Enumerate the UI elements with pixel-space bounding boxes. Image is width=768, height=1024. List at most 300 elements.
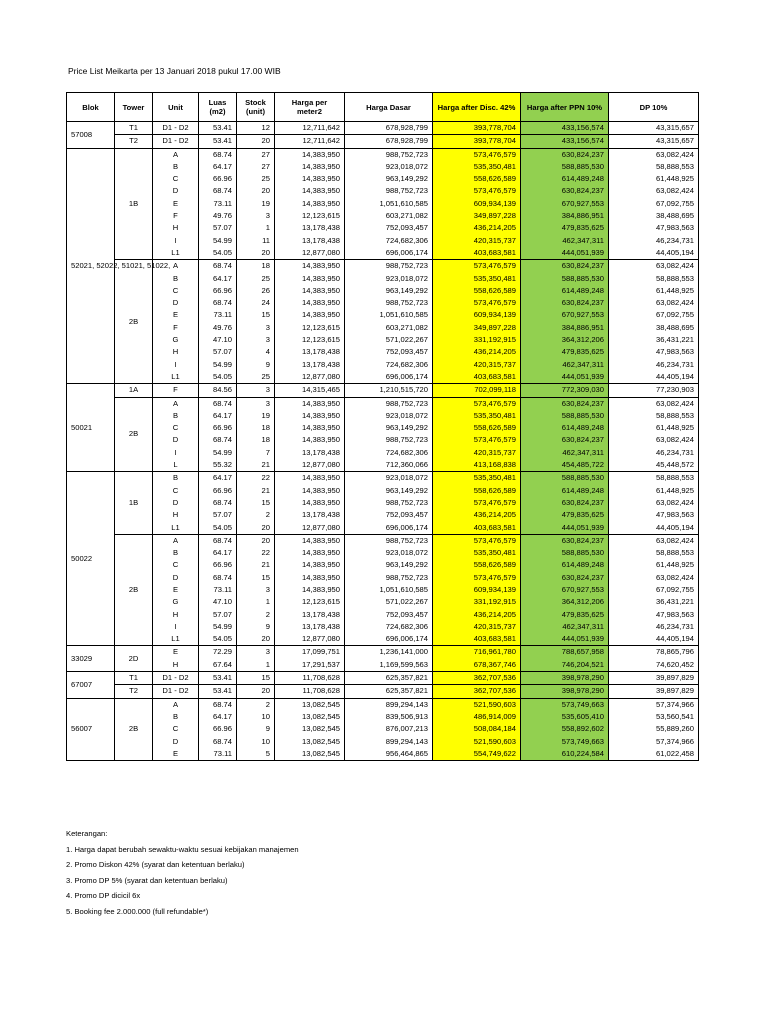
cell-harga-after-disc: 436,214,205 <box>433 346 521 358</box>
cell-unit: D <box>153 497 199 509</box>
cell-dp: 63,082,424 <box>609 148 699 161</box>
cell-unit: D <box>153 185 199 197</box>
cell-dp: 43,315,657 <box>609 122 699 135</box>
cell-unit: B <box>153 273 199 285</box>
cell-harga-after-ppn: 444,051,939 <box>521 633 609 646</box>
header-blok: Blok <box>67 93 115 122</box>
cell-luas: 66.96 <box>199 485 237 497</box>
cell-harga-per-meter: 13,082,545 <box>275 723 345 735</box>
cell-unit: D1 - D2 <box>153 672 199 685</box>
header-harga-dasar: Harga Dasar <box>345 93 433 122</box>
notes-heading: Keterangan: <box>66 829 108 838</box>
cell-harga-after-disc: 393,778,704 <box>433 135 521 148</box>
cell-harga-dasar: 923,018,072 <box>345 161 433 173</box>
cell-harga-per-meter: 13,178,438 <box>275 609 345 621</box>
table-row <box>67 235 699 247</box>
cell-harga-after-disc: 349,897,228 <box>433 210 521 222</box>
cell-harga-after-disc: 331,192,915 <box>433 334 521 346</box>
table-row <box>67 285 699 297</box>
cell-dp: 77,230,903 <box>609 384 699 397</box>
cell-stock: 2 <box>237 698 275 711</box>
cell-harga-per-meter: 12,877,080 <box>275 459 345 472</box>
cell-dp: 78,865,796 <box>609 646 699 659</box>
cell-blok: 33029 <box>67 646 115 672</box>
table-row <box>67 273 699 285</box>
cell-harga-per-meter: 14,383,950 <box>275 485 345 497</box>
cell-stock: 1 <box>237 222 275 234</box>
cell-dp: 61,448,925 <box>609 559 699 571</box>
cell-luas: 68.74 <box>199 698 237 711</box>
cell-stock: 3 <box>237 584 275 596</box>
cell-harga-per-meter: 14,383,950 <box>275 559 345 571</box>
cell-harga-after-ppn: 588,885,530 <box>521 472 609 485</box>
cell-luas: 54.99 <box>199 359 237 371</box>
cell-harga-after-ppn: 746,204,521 <box>521 659 609 672</box>
cell-stock: 24 <box>237 297 275 309</box>
cell-dp: 45,448,572 <box>609 459 699 472</box>
table-row <box>67 596 699 608</box>
header-harga-after-ppn: Harga after PPN 10% <box>521 93 609 122</box>
cell-harga-after-ppn: 433,156,574 <box>521 135 609 148</box>
cell-stock: 20 <box>237 534 275 547</box>
cell-harga-after-disc: 393,778,704 <box>433 122 521 135</box>
cell-dp: 61,448,925 <box>609 285 699 297</box>
table-row <box>67 711 699 723</box>
cell-luas: 68.74 <box>199 397 237 410</box>
cell-harga-per-meter: 14,383,950 <box>275 260 345 273</box>
cell-tower: T1 <box>115 122 153 135</box>
cell-harga-per-meter: 17,099,751 <box>275 646 345 659</box>
cell-dp: 47,983,563 <box>609 609 699 621</box>
cell-dp: 58,888,553 <box>609 273 699 285</box>
cell-dp: 63,082,424 <box>609 572 699 584</box>
cell-harga-after-ppn: 630,824,237 <box>521 397 609 410</box>
cell-unit: B <box>153 472 199 485</box>
cell-tower: 2B <box>115 698 153 760</box>
cell-harga-after-disc: 573,476,579 <box>433 572 521 584</box>
cell-harga-per-meter: 13,178,438 <box>275 222 345 234</box>
cell-unit: F <box>153 322 199 334</box>
cell-dp: 44,405,194 <box>609 522 699 535</box>
cell-harga-after-ppn: 462,347,311 <box>521 621 609 633</box>
cell-luas: 54.99 <box>199 447 237 459</box>
cell-harga-per-meter: 14,383,950 <box>275 472 345 485</box>
table-row <box>67 334 699 346</box>
cell-harga-after-disc: 436,214,205 <box>433 509 521 521</box>
cell-unit: H <box>153 659 199 672</box>
table-row <box>67 609 699 621</box>
table-row <box>67 485 699 497</box>
cell-harga-after-disc: 535,350,481 <box>433 410 521 422</box>
cell-harga-per-meter: 14,383,950 <box>275 148 345 161</box>
cell-unit: B <box>153 410 199 422</box>
cell-harga-after-disc: 535,350,481 <box>433 273 521 285</box>
cell-unit: F <box>153 384 199 397</box>
cell-dp: 36,431,221 <box>609 596 699 608</box>
cell-stock: 9 <box>237 621 275 633</box>
cell-harga-per-meter: 14,383,950 <box>275 161 345 173</box>
page-title: Price List Meikarta per 13 Januari 2018 pukul 17.00 WIB <box>68 66 281 76</box>
table-row <box>67 534 699 547</box>
cell-unit: E <box>153 646 199 659</box>
table-row <box>67 723 699 735</box>
cell-dp: 67,092,755 <box>609 309 699 321</box>
cell-luas: 68.74 <box>199 534 237 547</box>
cell-luas: 66.96 <box>199 723 237 735</box>
cell-harga-dasar: 963,149,292 <box>345 422 433 434</box>
cell-harga-dasar: 696,006,174 <box>345 371 433 384</box>
cell-harga-dasar: 678,928,799 <box>345 135 433 148</box>
cell-luas: 54.99 <box>199 621 237 633</box>
cell-harga-dasar: 923,018,072 <box>345 472 433 485</box>
cell-tower: 1B <box>115 148 153 260</box>
cell-harga-dasar: 724,682,306 <box>345 359 433 371</box>
cell-harga-dasar: 696,006,174 <box>345 247 433 260</box>
table-row <box>67 559 699 571</box>
cell-harga-after-disc: 554,749,622 <box>433 748 521 761</box>
cell-harga-per-meter: 12,877,080 <box>275 522 345 535</box>
cell-harga-after-ppn: 630,824,237 <box>521 434 609 446</box>
cell-harga-dasar: 603,271,082 <box>345 322 433 334</box>
cell-harga-dasar: 571,022,267 <box>345 596 433 608</box>
cell-harga-dasar: 1,169,599,563 <box>345 659 433 672</box>
table-row <box>67 646 699 659</box>
cell-harga-per-meter: 14,383,950 <box>275 434 345 446</box>
cell-harga-after-disc: 535,350,481 <box>433 472 521 485</box>
cell-unit: D <box>153 297 199 309</box>
cell-harga-per-meter: 12,711,642 <box>275 122 345 135</box>
cell-unit: A <box>153 534 199 547</box>
cell-harga-after-disc: 436,214,205 <box>433 222 521 234</box>
cell-harga-per-meter: 14,383,950 <box>275 173 345 185</box>
cell-harga-after-ppn: 433,156,574 <box>521 122 609 135</box>
table-row <box>67 422 699 434</box>
cell-dp: 61,448,925 <box>609 422 699 434</box>
cell-harga-per-meter: 14,383,950 <box>275 397 345 410</box>
cell-stock: 1 <box>237 596 275 608</box>
cell-harga-per-meter: 14,383,950 <box>275 497 345 509</box>
table-row <box>67 185 699 197</box>
cell-harga-after-disc: 403,683,581 <box>433 371 521 384</box>
cell-dp: 58,888,553 <box>609 547 699 559</box>
cell-harga-dasar: 923,018,072 <box>345 547 433 559</box>
cell-harga-per-meter: 12,877,080 <box>275 371 345 384</box>
cell-dp: 43,315,657 <box>609 135 699 148</box>
cell-stock: 2 <box>237 509 275 521</box>
cell-harga-per-meter: 13,178,438 <box>275 509 345 521</box>
cell-harga-dasar: 571,022,267 <box>345 334 433 346</box>
cell-luas: 68.74 <box>199 434 237 446</box>
table-row <box>67 161 699 173</box>
cell-luas: 64.17 <box>199 547 237 559</box>
cell-stock: 22 <box>237 472 275 485</box>
cell-luas: 49.76 <box>199 210 237 222</box>
cell-stock: 20 <box>237 135 275 148</box>
cell-harga-after-disc: 349,897,228 <box>433 322 521 334</box>
cell-harga-dasar: 923,018,072 <box>345 410 433 422</box>
cell-harga-per-meter: 12,123,615 <box>275 210 345 222</box>
cell-harga-per-meter: 14,383,950 <box>275 572 345 584</box>
cell-stock: 20 <box>237 633 275 646</box>
cell-dp: 38,488,695 <box>609 210 699 222</box>
table-row <box>67 447 699 459</box>
cell-dp: 63,082,424 <box>609 185 699 197</box>
cell-harga-per-meter: 14,383,950 <box>275 584 345 596</box>
cell-harga-after-disc: 362,707,536 <box>433 685 521 698</box>
cell-harga-after-disc: 609,934,139 <box>433 584 521 596</box>
cell-stock: 18 <box>237 260 275 273</box>
cell-harga-dasar: 752,093,457 <box>345 222 433 234</box>
cell-harga-after-ppn: 558,892,602 <box>521 723 609 735</box>
cell-harga-after-disc: 573,476,579 <box>433 260 521 273</box>
cell-harga-after-disc: 558,626,589 <box>433 559 521 571</box>
cell-stock: 10 <box>237 711 275 723</box>
cell-harga-after-disc: 403,683,581 <box>433 633 521 646</box>
cell-luas: 53.41 <box>199 122 237 135</box>
header-stock: Stock (unit) <box>237 93 275 122</box>
cell-unit: H <box>153 346 199 358</box>
cell-luas: 53.41 <box>199 672 237 685</box>
table-row <box>67 633 699 646</box>
cell-luas: 54.05 <box>199 633 237 646</box>
cell-harga-after-ppn: 614,489,248 <box>521 559 609 571</box>
table-row <box>67 135 699 148</box>
cell-stock: 18 <box>237 422 275 434</box>
cell-harga-per-meter: 13,178,438 <box>275 235 345 247</box>
cell-luas: 64.17 <box>199 410 237 422</box>
cell-luas: 73.11 <box>199 309 237 321</box>
cell-unit: E <box>153 584 199 596</box>
cell-harga-per-meter: 14,383,950 <box>275 198 345 210</box>
cell-luas: 73.11 <box>199 584 237 596</box>
table-row <box>67 309 699 321</box>
cell-unit: A <box>153 260 199 273</box>
cell-unit: L1 <box>153 633 199 646</box>
table-row <box>67 384 699 397</box>
cell-stock: 25 <box>237 273 275 285</box>
cell-unit: L1 <box>153 371 199 384</box>
cell-unit: L <box>153 459 199 472</box>
cell-dp: 39,897,829 <box>609 685 699 698</box>
cell-harga-after-disc: 420,315,737 <box>433 447 521 459</box>
cell-harga-per-meter: 14,383,950 <box>275 185 345 197</box>
cell-harga-after-ppn: 398,978,290 <box>521 685 609 698</box>
cell-harga-dasar: 988,752,723 <box>345 572 433 584</box>
cell-stock: 3 <box>237 322 275 334</box>
cell-harga-after-ppn: 479,835,625 <box>521 609 609 621</box>
cell-luas: 73.11 <box>199 198 237 210</box>
cell-dp: 63,082,424 <box>609 397 699 410</box>
cell-luas: 66.96 <box>199 173 237 185</box>
cell-harga-after-ppn: 364,312,206 <box>521 596 609 608</box>
cell-harga-after-disc: 609,934,139 <box>433 198 521 210</box>
cell-blok: 50021 <box>67 384 115 472</box>
cell-dp: 67,092,755 <box>609 584 699 596</box>
table-row <box>67 297 699 309</box>
cell-stock: 9 <box>237 359 275 371</box>
cell-dp: 46,234,731 <box>609 447 699 459</box>
cell-tower: 2B <box>115 260 153 384</box>
cell-stock: 3 <box>237 397 275 410</box>
cell-harga-after-disc: 573,476,579 <box>433 185 521 197</box>
note-item: 4. Promo DP dicicil 6x <box>66 891 141 901</box>
cell-harga-after-ppn: 364,312,206 <box>521 334 609 346</box>
cell-luas: 68.74 <box>199 185 237 197</box>
cell-harga-after-ppn: 630,824,237 <box>521 572 609 584</box>
cell-harga-after-ppn: 630,824,237 <box>521 534 609 547</box>
cell-harga-after-ppn: 630,824,237 <box>521 185 609 197</box>
table-row <box>67 173 699 185</box>
table-row <box>67 198 699 210</box>
cell-harga-after-ppn: 588,885,530 <box>521 161 609 173</box>
cell-harga-after-ppn: 670,927,553 <box>521 198 609 210</box>
cell-stock: 15 <box>237 309 275 321</box>
cell-luas: 47.10 <box>199 596 237 608</box>
cell-unit: G <box>153 596 199 608</box>
cell-stock: 20 <box>237 185 275 197</box>
table-row <box>67 497 699 509</box>
table-row <box>67 410 699 422</box>
cell-harga-after-disc: 420,315,737 <box>433 235 521 247</box>
cell-stock: 3 <box>237 210 275 222</box>
cell-stock: 25 <box>237 371 275 384</box>
cell-harga-after-disc: 521,590,603 <box>433 736 521 748</box>
cell-luas: 53.41 <box>199 685 237 698</box>
header-harga-per-meter: Harga per meter2 <box>275 93 345 122</box>
cell-harga-per-meter: 13,082,545 <box>275 711 345 723</box>
cell-harga-after-ppn: 610,224,584 <box>521 748 609 761</box>
cell-harga-dasar: 752,093,457 <box>345 509 433 521</box>
cell-dp: 47,983,563 <box>609 222 699 234</box>
header-row <box>67 93 699 122</box>
cell-stock: 5 <box>237 748 275 761</box>
cell-dp: 58,888,553 <box>609 472 699 485</box>
cell-harga-per-meter: 13,082,545 <box>275 698 345 711</box>
cell-harga-per-meter: 12,711,642 <box>275 135 345 148</box>
cell-harga-after-disc: 558,626,589 <box>433 422 521 434</box>
cell-harga-after-disc: 716,961,780 <box>433 646 521 659</box>
cell-harga-dasar: 1,051,610,585 <box>345 198 433 210</box>
cell-harga-after-ppn: 588,885,530 <box>521 547 609 559</box>
cell-luas: 54.05 <box>199 247 237 260</box>
cell-harga-after-ppn: 588,885,530 <box>521 410 609 422</box>
cell-harga-after-disc: 558,626,589 <box>433 173 521 185</box>
cell-harga-after-disc: 573,476,579 <box>433 497 521 509</box>
cell-harga-per-meter: 12,123,615 <box>275 596 345 608</box>
cell-harga-after-disc: 573,476,579 <box>433 434 521 446</box>
cell-unit: B <box>153 161 199 173</box>
cell-harga-per-meter: 13,178,438 <box>275 346 345 358</box>
cell-luas: 57.07 <box>199 222 237 234</box>
table-row <box>67 322 699 334</box>
table-row <box>67 397 699 410</box>
cell-stock: 19 <box>237 198 275 210</box>
cell-unit: B <box>153 711 199 723</box>
cell-blok: 50022 <box>67 472 115 646</box>
cell-luas: 68.74 <box>199 297 237 309</box>
cell-luas: 47.10 <box>199 334 237 346</box>
cell-harga-dasar: 1,051,610,585 <box>345 584 433 596</box>
note-item: 3. Promo DP 5% (syarat dan ketentuan berlaku) <box>66 875 228 885</box>
cell-stock: 27 <box>237 161 275 173</box>
cell-dp: 61,448,925 <box>609 485 699 497</box>
cell-harga-per-meter: 13,082,545 <box>275 748 345 761</box>
cell-blok: 56007 <box>67 698 115 760</box>
cell-harga-per-meter: 12,877,080 <box>275 633 345 646</box>
table-row <box>67 736 699 748</box>
cell-harga-per-meter: 14,383,950 <box>275 309 345 321</box>
cell-blok: 67007 <box>67 672 115 699</box>
cell-tower: T2 <box>115 135 153 148</box>
cell-luas: 49.76 <box>199 322 237 334</box>
cell-harga-per-meter: 12,123,615 <box>275 334 345 346</box>
cell-harga-per-meter: 12,123,615 <box>275 322 345 334</box>
cell-harga-after-ppn: 670,927,553 <box>521 584 609 596</box>
cell-dp: 58,888,553 <box>609 161 699 173</box>
cell-harga-per-meter: 14,383,950 <box>275 273 345 285</box>
cell-luas: 53.41 <box>199 135 237 148</box>
cell-harga-after-ppn: 384,886,951 <box>521 210 609 222</box>
cell-harga-dasar: 956,464,865 <box>345 748 433 761</box>
cell-unit: C <box>153 285 199 297</box>
cell-harga-dasar: 876,007,213 <box>345 723 433 735</box>
table-body <box>67 122 699 761</box>
cell-harga-per-meter: 11,708,628 <box>275 672 345 685</box>
cell-harga-dasar: 923,018,072 <box>345 273 433 285</box>
cell-harga-after-ppn: 444,051,939 <box>521 371 609 384</box>
cell-stock: 15 <box>237 497 275 509</box>
cell-harga-after-ppn: 462,347,311 <box>521 235 609 247</box>
cell-tower: 1B <box>115 472 153 534</box>
cell-dp: 46,234,731 <box>609 359 699 371</box>
cell-harga-dasar: 603,271,082 <box>345 210 433 222</box>
cell-harga-dasar: 988,752,723 <box>345 497 433 509</box>
cell-harga-dasar: 724,682,306 <box>345 621 433 633</box>
cell-harga-dasar: 963,149,292 <box>345 485 433 497</box>
cell-unit: G <box>153 334 199 346</box>
cell-dp: 63,082,424 <box>609 297 699 309</box>
cell-harga-per-meter: 13,178,438 <box>275 447 345 459</box>
cell-harga-dasar: 988,752,723 <box>345 148 433 161</box>
cell-harga-dasar: 899,294,143 <box>345 698 433 711</box>
cell-dp: 44,405,194 <box>609 247 699 260</box>
cell-unit: E <box>153 748 199 761</box>
cell-harga-after-ppn: 772,309,030 <box>521 384 609 397</box>
cell-dp: 63,082,424 <box>609 534 699 547</box>
cell-harga-after-disc: 609,934,139 <box>433 309 521 321</box>
cell-harga-dasar: 963,149,292 <box>345 559 433 571</box>
cell-tower: 2D <box>115 646 153 672</box>
cell-stock: 3 <box>237 334 275 346</box>
cell-dp: 63,082,424 <box>609 434 699 446</box>
cell-harga-after-ppn: 630,824,237 <box>521 497 609 509</box>
cell-unit: D <box>153 736 199 748</box>
cell-harga-dasar: 696,006,174 <box>345 522 433 535</box>
cell-unit: H <box>153 222 199 234</box>
cell-dp: 63,082,424 <box>609 260 699 273</box>
cell-harga-after-ppn: 479,835,625 <box>521 346 609 358</box>
table-row <box>67 522 699 535</box>
cell-harga-dasar: 1,051,610,585 <box>345 309 433 321</box>
cell-harga-after-ppn: 573,749,663 <box>521 698 609 711</box>
cell-luas: 84.56 <box>199 384 237 397</box>
cell-unit: I <box>153 447 199 459</box>
cell-harga-after-ppn: 614,489,248 <box>521 485 609 497</box>
cell-harga-after-disc: 413,168,838 <box>433 459 521 472</box>
cell-harga-dasar: 678,928,799 <box>345 122 433 135</box>
cell-stock: 20 <box>237 247 275 260</box>
cell-harga-per-meter: 14,383,950 <box>275 285 345 297</box>
